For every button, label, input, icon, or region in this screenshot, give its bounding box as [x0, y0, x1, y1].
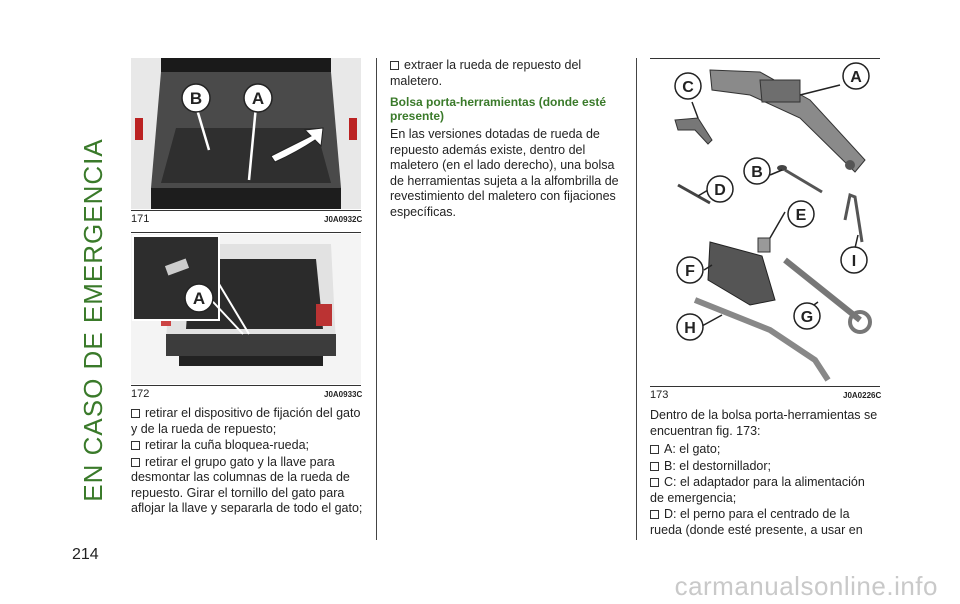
list-item: [650, 507, 882, 538]
list-item-text: retirar el grupo gato y la llave para desmontar las columnas de la rueda de repuesto. Girar el tornillo del gato para aflojar la llave y separarla de todo el gato;: [131, 454, 363, 515]
column3-text: [650, 408, 882, 539]
paragraph: Dentro de la bolsa porta-herramientas se encuentran fig. 173:: [650, 408, 878, 438]
tool-kit-illustration: [650, 60, 880, 384]
figure-171-image: [131, 58, 361, 209]
figure-173-caption-rule: [650, 386, 880, 387]
list-item: [650, 442, 882, 458]
page-number: 214: [72, 546, 99, 563]
section-title: EN CASO DE EMERGENCIA: [78, 138, 108, 502]
trunk-floor-illustration: [131, 58, 361, 209]
figure-173-top-rule: [650, 58, 880, 59]
figure-173-label-f: F: [685, 263, 695, 280]
list-item-text: D: el perno para el centrado de la rueda (donde esté presente, a usar en: [650, 507, 863, 537]
figure-173-label-d: D: [714, 182, 726, 199]
figure-171-label-b: B: [189, 89, 203, 108]
list-item: [390, 58, 625, 89]
figure-173-label-a: A: [850, 69, 862, 86]
list-item: [131, 455, 363, 517]
figure-172-code: J0A0933C: [324, 390, 363, 399]
figure-173-label-b: B: [751, 164, 763, 181]
figure-173-code: J0A0226C: [843, 391, 882, 400]
figure-172-top-rule: [131, 232, 361, 233]
checkbox-bullet-icon: [131, 409, 140, 418]
figure-173-number: 173: [650, 389, 669, 401]
figure-173-label-e: E: [795, 207, 807, 224]
checkbox-bullet-icon: [650, 462, 659, 471]
figure-171-caption-rule: [131, 210, 361, 211]
figure-173-label-g: G: [800, 309, 814, 326]
column1-text: [131, 406, 363, 518]
list-item: [650, 459, 882, 475]
figure-172-number: 172: [131, 388, 150, 400]
figure-173-label-h: H: [684, 320, 696, 337]
checkbox-bullet-icon: [131, 458, 140, 467]
figure-173-label-i: I: [851, 253, 857, 270]
figure-173-image: [650, 60, 880, 384]
figure-171-number: 171: [131, 213, 150, 225]
list-item-text: B: el destornillador;: [664, 458, 772, 473]
checkbox-bullet-icon: [131, 441, 140, 450]
figure-171-label-a: A: [251, 89, 265, 108]
list-item-text: retirar el dispositivo de fijación del gato y de la rueda de repuesto;: [131, 406, 361, 436]
checkbox-bullet-icon: [390, 61, 399, 70]
column2-text: [390, 58, 625, 221]
figure-171-code: J0A0932C: [324, 215, 363, 224]
checkbox-bullet-icon: [650, 445, 659, 454]
column-divider-2: [636, 58, 637, 540]
checkbox-bullet-icon: [650, 510, 659, 519]
open-trunk-illustration: [131, 234, 361, 384]
list-item-text: C: el adaptador para la alimentación de emergencia;: [650, 475, 865, 505]
list-item-text: retirar la cuña bloquea-rueda;: [145, 438, 309, 452]
list-item-text: extraer la rueda de repuesto del maletero.: [390, 58, 582, 88]
section-heading: Bolsa porta-herramientas (donde esté presente): [390, 95, 607, 123]
column-divider-1: [376, 58, 377, 540]
figure-172-label-a: A: [192, 289, 206, 308]
figure-172-caption-rule: [131, 385, 361, 386]
figure-172-image: [131, 234, 361, 384]
figure-173-label-c: C: [682, 79, 694, 96]
list-item: [650, 475, 882, 506]
paragraph: En las versiones dotadas de rueda de repuesto además existe, dentro del maletero (en el lado derecho), una bolsa de herramientas sujeta a la alfombrilla de revestimiento del maletero con fijaciones específicas.: [390, 127, 619, 219]
watermark: carmanualsonline.info: [674, 571, 938, 601]
list-item: [131, 406, 363, 437]
list-item-text: A: el gato;: [664, 442, 721, 456]
list-item: [131, 438, 363, 454]
checkbox-bullet-icon: [650, 478, 659, 487]
